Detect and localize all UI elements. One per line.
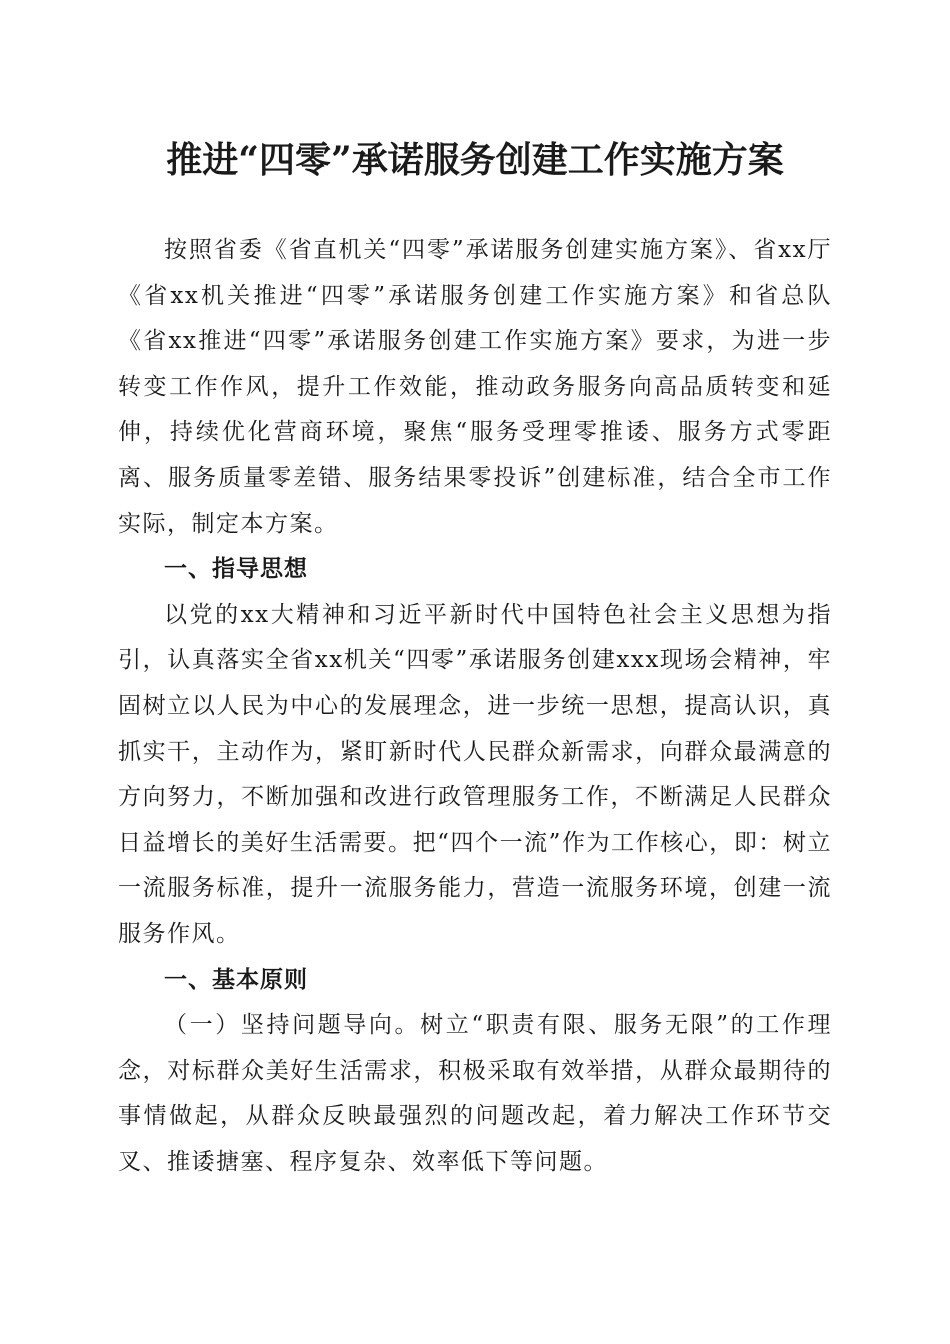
document-body: [118, 228, 832, 1185]
section-paragraph-basic-principles: （一）坚持问题导向。树立“职责有限、服务无限”的工作理念，对标群众美好生活需求，积极采取有效举措，从群众最期待的事情做起，从群众反映最强烈的问题改起，着力解决工作环节交叉、推诿搪塞、程序复杂、效率低下等问题。: [118, 1012, 832, 1175]
section-paragraph-guiding-ideology: 以党的xx大精神和习近平新时代中国特色社会主义思想为指引，认真落实全省xx机关“四零”承诺服务创建xxx现场会精神，牢固树立以人民为中心的发展理念，进一步统一思想，提高认识，真抓实干，主动作为，紧盯新时代人民群众新需求，向群众最满意的方向努力，不断加强和改进行政管理服务工作，不断满足人民群众日益增长的美好生活需要。把“四个一流”作为工作核心，即：树立一流服务标准，提升一流服务能力，营造一流服务环境，创建一流服务作风。: [118, 601, 832, 947]
section-heading-guiding-ideology: 一、指导思想: [164, 556, 308, 583]
intro-paragraph: 按照省委《省直机关“四零”承诺服务创建实施方案》、省xx厅《省xx机关推进“四零”承诺服务创建工作实施方案》和省总队《省xx推进“四零”承诺服务创建工作实施方案》要求，为进一步转变工作作风，提升工作效能，推动政务服务向高品质转变和延伸，持续优化营商环境，聚焦“服务受理零推诿、服务方式零距离、服务质量零差错、服务结果零投诉”创建标准，结合全市工作实际，制定本方案。: [118, 237, 832, 537]
section-heading-basic-principles: 一、基本原则: [164, 966, 308, 993]
document-title: 推进“四零”承诺服务创建工作实施方案: [166, 139, 784, 181]
